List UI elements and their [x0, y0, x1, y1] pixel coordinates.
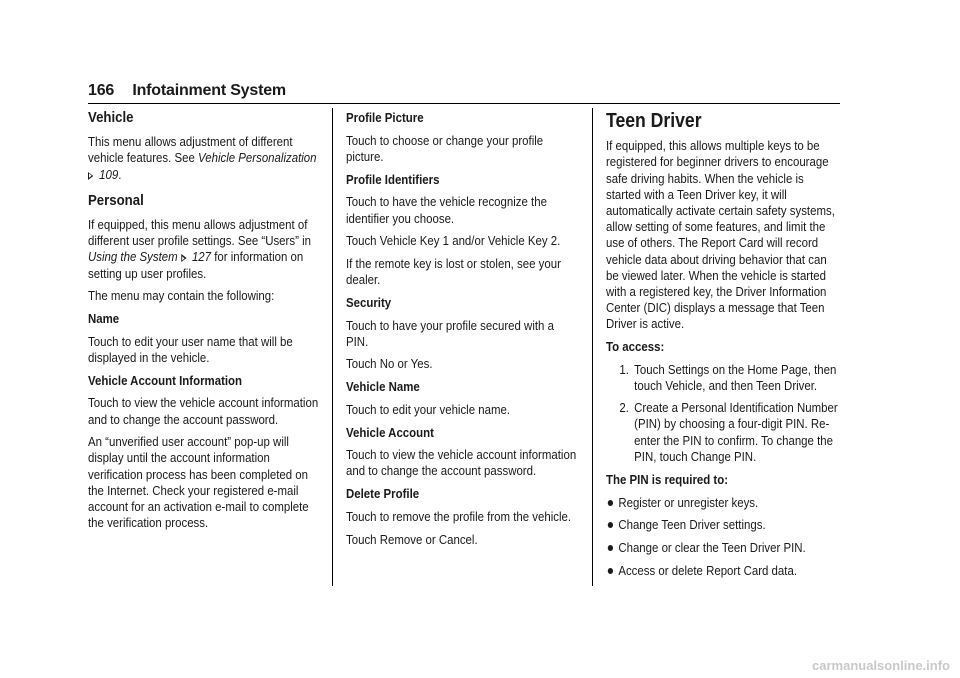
vehicle-keys-text: Touch Vehicle Key 1 and/or Vehicle Key 2.: [346, 233, 561, 249]
personal-ref-page[interactable]: 127: [191, 249, 212, 265]
watermark: carmanualsonline.info: [812, 658, 950, 673]
bullet-icon: [608, 568, 613, 574]
bullet-icon: [608, 545, 613, 551]
personal-text-2: for information on setting up user profiles.: [88, 249, 304, 281]
bullet-icon: [608, 500, 613, 506]
pin-required-label: The PIN is required to:: [606, 472, 729, 488]
list-item-text: Change or clear the Teen Driver PIN.: [618, 540, 806, 556]
column-divider-1: [332, 108, 333, 586]
step-item: [606, 400, 840, 465]
vehicle-account-label: Vehicle Account: [346, 424, 434, 440]
vehicle-account-text: Touch to view the vehicle account information and to change the account password.: [346, 447, 577, 479]
column-2: [346, 110, 577, 554]
list-item: [606, 563, 840, 579]
page-reference-icon: [181, 252, 189, 261]
list-item-text: Access or delete Report Card data.: [618, 562, 798, 578]
page-reference-icon: [88, 170, 96, 179]
step-text: Touch Settings on the Home Page, then touch Vehicle, and then Teen Driver.: [634, 361, 837, 394]
pin-uses-list: [606, 495, 840, 579]
section-title: Infotainment System: [132, 82, 286, 99]
menu-intro: The menu may contain the following:: [88, 288, 275, 304]
delete-profile-label: Delete Profile: [346, 486, 420, 502]
security-label: Security: [346, 294, 392, 310]
personal-text: If equipped, this menu allows adjustment of different user profile settings. See “Users” in: [88, 217, 311, 249]
personal-heading: Personal: [88, 191, 144, 209]
vehicle-ref-page[interactable]: 109: [99, 166, 119, 182]
delete-profile-text: Touch to remove the profile from the vehicle.: [346, 508, 572, 524]
list-item-text: Change Teen Driver settings.: [618, 517, 766, 533]
vehicle-account-info-label: Vehicle Account Information: [88, 372, 243, 388]
name-label: Name: [88, 311, 120, 327]
vehicle-account-info-text: Touch to view the vehicle account information and to change the account password.: [88, 395, 319, 427]
security-text: Touch to have your profile secured with a PIN.: [346, 317, 554, 349]
column-divider-2: [592, 108, 593, 586]
profile-identifiers-label: Profile Identifiers: [346, 171, 440, 187]
vehicle-text-end: .: [118, 166, 122, 182]
step-item: [606, 362, 840, 394]
list-item: [606, 540, 840, 556]
step-number: 2.: [619, 400, 629, 416]
personal-paragraph: [88, 217, 320, 282]
page-number: 166: [88, 82, 115, 99]
vehicle-name-label: Vehicle Name: [346, 379, 420, 395]
column-1: [88, 110, 320, 538]
teen-driver-heading: Teen Driver: [606, 110, 702, 132]
teen-driver-intro: If equipped, this allows multiple keys to be registered for beginner drivers to encourage safe driving habits. When the vehicle is started with a Teen Driver key, it will automatically activate certain safety systems, allow setting of some features, and limit the use of others. The Report Card will record vehicle data about driving behavior that can be viewed later. When the vehicle is started with a registered key, the Driver Information Center (DIC) displays a message that Teen Driver is active.: [606, 138, 835, 332]
bullet-icon: [608, 522, 613, 528]
list-item: [606, 517, 840, 533]
to-access-label: To access:: [606, 339, 665, 355]
popup-text: An “unverified user account” pop-up will display until the account information verification process has been completed on the Internet. Check your registered e-mail account for an activation e-mail to complete the verification process.: [88, 434, 309, 531]
name-text: Touch to edit your user name that will be displayed in the vehicle.: [88, 333, 293, 365]
vehicle-text: This menu allows adjustment of different vehicle features. See: [88, 134, 293, 166]
header-rule: [88, 103, 840, 104]
lost-key-text: If the remote key is lost or stolen, see your dealer.: [346, 255, 561, 288]
step-number: 1.: [619, 361, 629, 377]
list-item: [606, 495, 840, 511]
column-3: [606, 110, 840, 586]
using-the-system-link[interactable]: Using the System: [88, 249, 178, 265]
vehicle-personalization-link[interactable]: Vehicle Personalization: [198, 150, 317, 166]
profile-identifiers-text: Touch to have the vehicle recognize the identifier you choose.: [346, 194, 547, 226]
vehicle-name-text: Touch to edit your vehicle name.: [346, 401, 511, 417]
vehicle-paragraph: [88, 134, 320, 183]
profile-picture-label: Profile Picture: [346, 110, 424, 125]
vehicle-heading: Vehicle: [88, 109, 134, 126]
page-header: [88, 82, 286, 100]
remove-cancel-text: Touch Remove or Cancel.: [346, 531, 478, 547]
step-text: Create a Personal Identification Number (PIN) by choosing a four-digit PIN. Re-enter the PIN to confirm. To change the PIN, touch Change PIN.: [634, 400, 838, 464]
no-yes-text: Touch No or Yes.: [346, 356, 433, 372]
list-item-text: Register or unregister keys.: [618, 494, 759, 510]
access-steps: [606, 362, 840, 465]
profile-picture-text: Touch to choose or change your profile picture.: [346, 132, 544, 164]
